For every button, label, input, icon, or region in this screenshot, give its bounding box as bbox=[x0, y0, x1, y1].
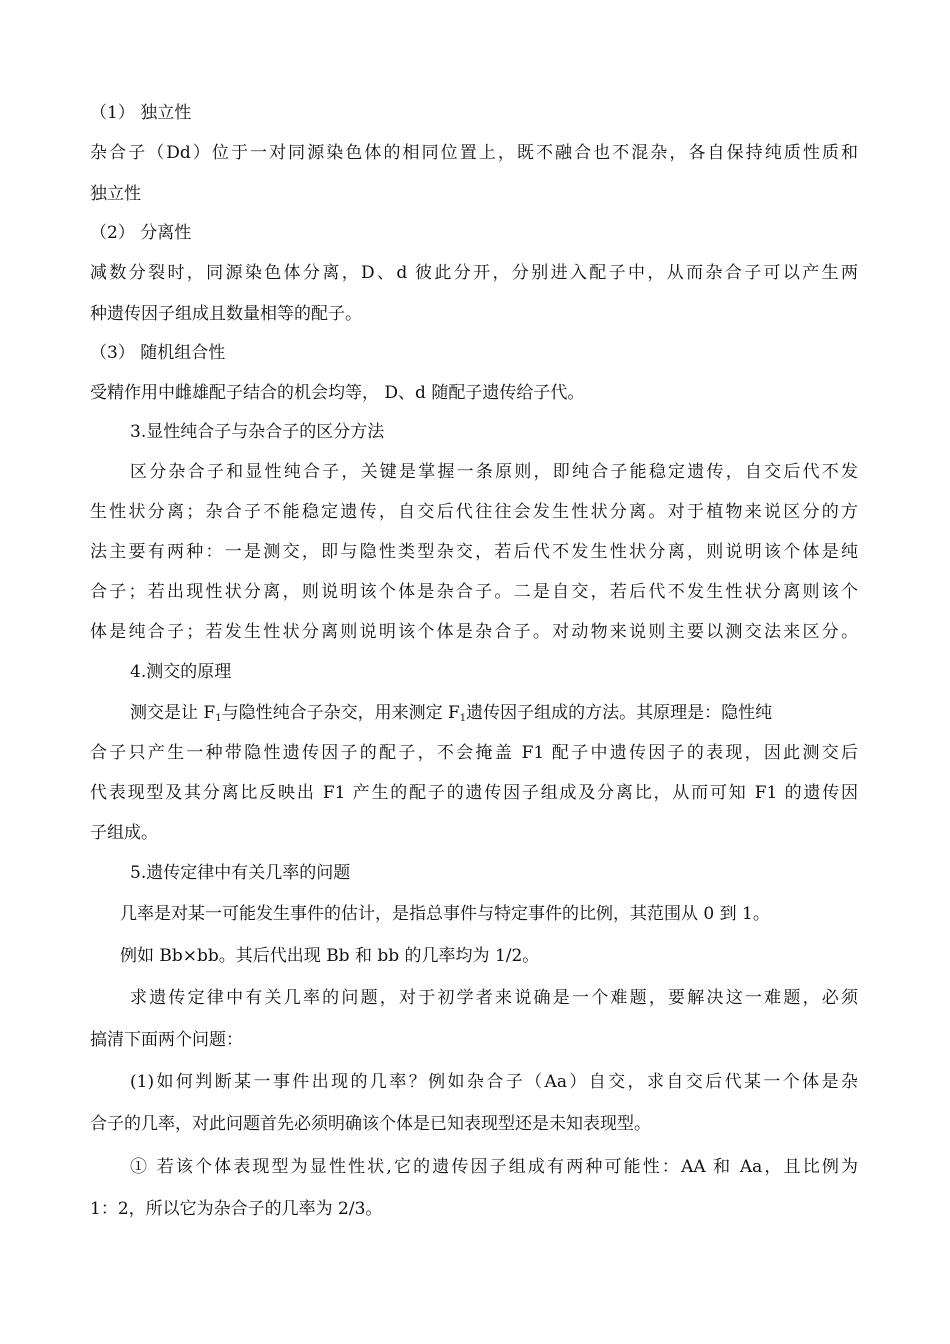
paragraph-line: 法主要有两种：一是测交，即与隐性类型杂交，若后代不发生性状分离，则说明该个体是纯 bbox=[90, 542, 858, 562]
paragraph-line: 合子；若出现性状分离，则说明该个体是杂合子。二是自交，若后代不发生性状分离则该个 bbox=[90, 582, 858, 602]
subsection-heading-segregation: （2） 分离性 bbox=[90, 223, 192, 243]
paragraph-line: 种遗传因子组成且数量相等的配子。 bbox=[90, 304, 362, 324]
subsection-heading-independence: （1） 独立性 bbox=[90, 103, 192, 123]
paragraph-line: (1)如何判断某一事件出现的几率？例如杂合子（Aa）自交，求自交后代某一个体是杂 bbox=[130, 1072, 858, 1092]
paragraph-line: 杂合子（Dd）位于一对同源染色体的相同位置上，既不融合也不混杂，各自保持纯质性质和 bbox=[90, 143, 858, 163]
paragraph-line: 搞清下面两个问题： bbox=[90, 1030, 243, 1050]
paragraph-line: 例如 Bb×bb。其后代出现 Bb 和 bb 的几率均为 1/2。 bbox=[120, 946, 540, 966]
paragraph-line: 子组成。 bbox=[90, 823, 158, 843]
paragraph-line: 测交是让 $F_1$与隐性纯合子杂交，用来测定 $F_1$遗传因子组成的方法。其原理是：隐性纯 bbox=[130, 703, 773, 724]
paragraph-line: 1：2，所以它为杂合子的几率为 2/3。 bbox=[90, 1199, 383, 1219]
subsection-heading-random-combination: （3） 随机组合性 bbox=[90, 343, 226, 363]
paragraph-line: 合子的几率，对此问题首先必须明确该个体是已知表现型还是未知表现型。 bbox=[90, 1114, 651, 1134]
paragraph-line: 受精作用中雌雄配子结合的机会均等， D、d 随配子遗传给子代。 bbox=[90, 383, 585, 403]
section-heading-4: 4.测交的原理 bbox=[130, 662, 232, 682]
paragraph-line: 减数分裂时，同源染色体分离，D、d 彼此分开，分别进入配子中，从而杂合子可以产生两 bbox=[90, 263, 858, 283]
subscript: 1 bbox=[215, 713, 222, 724]
paragraph-line: 独立性 bbox=[90, 184, 141, 204]
section-heading-5: 5.遗传定律中有关几率的问题 bbox=[130, 863, 351, 883]
paragraph-line: 体是纯合子；若发生性状分离则说明该个体是杂合子。对动物来说则主要以测交法来区分。 bbox=[90, 622, 858, 642]
paragraph-line: ① 若该个体表现型为显性性状,它的遗传因子组成有两种可能性：AA 和 Aa，且比例为 bbox=[130, 1157, 858, 1177]
subscript: 1 bbox=[459, 713, 467, 724]
paragraph-line: 区分杂合子和显性纯合子，关键是掌握一条原则，即纯合子能稳定遗传，自交后代不发 bbox=[130, 462, 858, 482]
paragraph-line: 几率是对某一可能发生事件的估计，是指总事件与特定事件的比例，其范围从 0 到 1。 bbox=[120, 904, 770, 924]
paragraph-line: 代表现型及其分离比反映出 F1 产生的配子的遗传因子组成及分离比，从而可知 F1 的遗传因 bbox=[90, 783, 858, 803]
paragraph-line: 合子只产生一种带隐性遗传因子的配子，不会掩盖 F1 配子中遗传因子的表现，因此测交后 bbox=[90, 743, 858, 763]
section-heading-3: 3.显性纯合子与杂合子的区分方法 bbox=[130, 422, 385, 442]
paragraph-line: 生性状分离；杂合子不能稳定遗传，自交后代往往会发生性状分离。对于植物来说区分的方 bbox=[90, 502, 858, 522]
paragraph-line: 求遗传定律中有关几率的问题，对于初学者来说确是一个难题，要解决这一难题，必须 bbox=[130, 988, 858, 1008]
